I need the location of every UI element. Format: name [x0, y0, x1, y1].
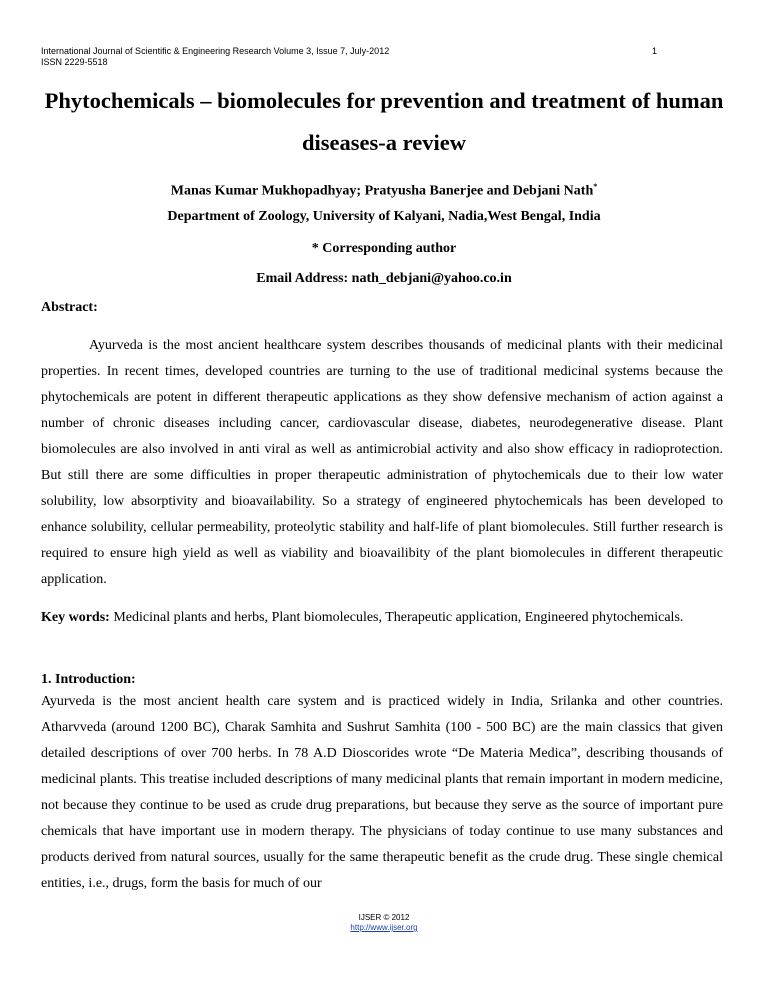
email-address: Email Address: nath_debjani@yahoo.co.in	[256, 271, 512, 286]
paper-title: Phytochemicals – biomolecules for prevention and treatment of human diseases-a review	[44, 88, 724, 155]
issn-line: ISSN 2229-5518	[41, 57, 108, 67]
footer-url-link[interactable]: http://www.ijser.org	[350, 923, 418, 932]
keywords	[41, 605, 723, 631]
abstract-heading: Abstract:	[41, 300, 98, 315]
keywords-label: Key words:	[41, 610, 110, 625]
introduction-text: Ayurveda is the most ancient health care system and is practiced widely in India, Srilanka and other countries. Atharvveda (around 1200 BC), Charak Samhita and Sushrut Samhita (100 - 500 BC) are the main classics that given detailed descriptions of over 700 herbs. In 78 A.D Dioscorides wrote “De Materia Medica”, describing thousands of medicinal plants. This treatise included descriptions of many medicinal plants that remain important in modern medicine, not because they continue to be used as crude drug preparations, but because they serve as the source of important pure chemicals that have important use in modern therapy. The physicians of today continue to use many substances and products derived from natural sources, usually for the same therapeutic benefit as the crude drug. These single chemical entities, i.e., drugs, form the basis for much of our	[41, 694, 723, 891]
keywords-text: Medicinal plants and herbs, Plant biomolecules, Therapeutic application, Engineered phytochemicals.	[113, 610, 684, 625]
corresponding-author: * Corresponding author	[311, 241, 457, 256]
corresponding-mark: *	[593, 182, 598, 191]
affiliation: Department of Zoology, University of Kalyani, Nadia,West Bengal, India	[167, 209, 601, 224]
journal-header: International Journal of Scientific & Engineering Research Volume 3, Issue 7, July-2012	[41, 46, 390, 56]
footer-copyright: IJSER © 2012	[358, 913, 410, 922]
footer-link-row	[41, 923, 727, 933]
abstract-text: Ayurveda is the most ancient healthcare system describes thousands of medicinal plants with their medicinal properties. In recent times, developed countries are turning to the use of traditional medicinal systems because the phytochemicals are potent in different therapeutic applications as they show defensive mechanism of action against a number of chronic diseases including cancer, cardiovascular disease, diabetes, neurodegenerative disease. Plant biomolecules are also involved in anti viral as well as antimicrobial activity and also show efficacy in radioprotection. But still there are some difficulties in proper therapeutic administration of phytochemicals due to their low water solubility, low absorptivity and bioavailability. So a strategy of engineered phytochemicals has been developed to enhance solubility, cellular permeability, proteolytic stability and half-life of plant biomolecules. Still further research is required to ensure high yield as well as viability and bioavailibity of the plant biomolecules in different therapeutic application.	[41, 338, 723, 587]
page-number: 1	[652, 46, 658, 56]
introduction-heading: 1. Introduction:	[41, 672, 136, 687]
author-list	[41, 178, 727, 201]
authors-text: Manas Kumar Mukhopadhyay; Pratyusha Banerjee and Debjani Nath	[170, 183, 594, 199]
